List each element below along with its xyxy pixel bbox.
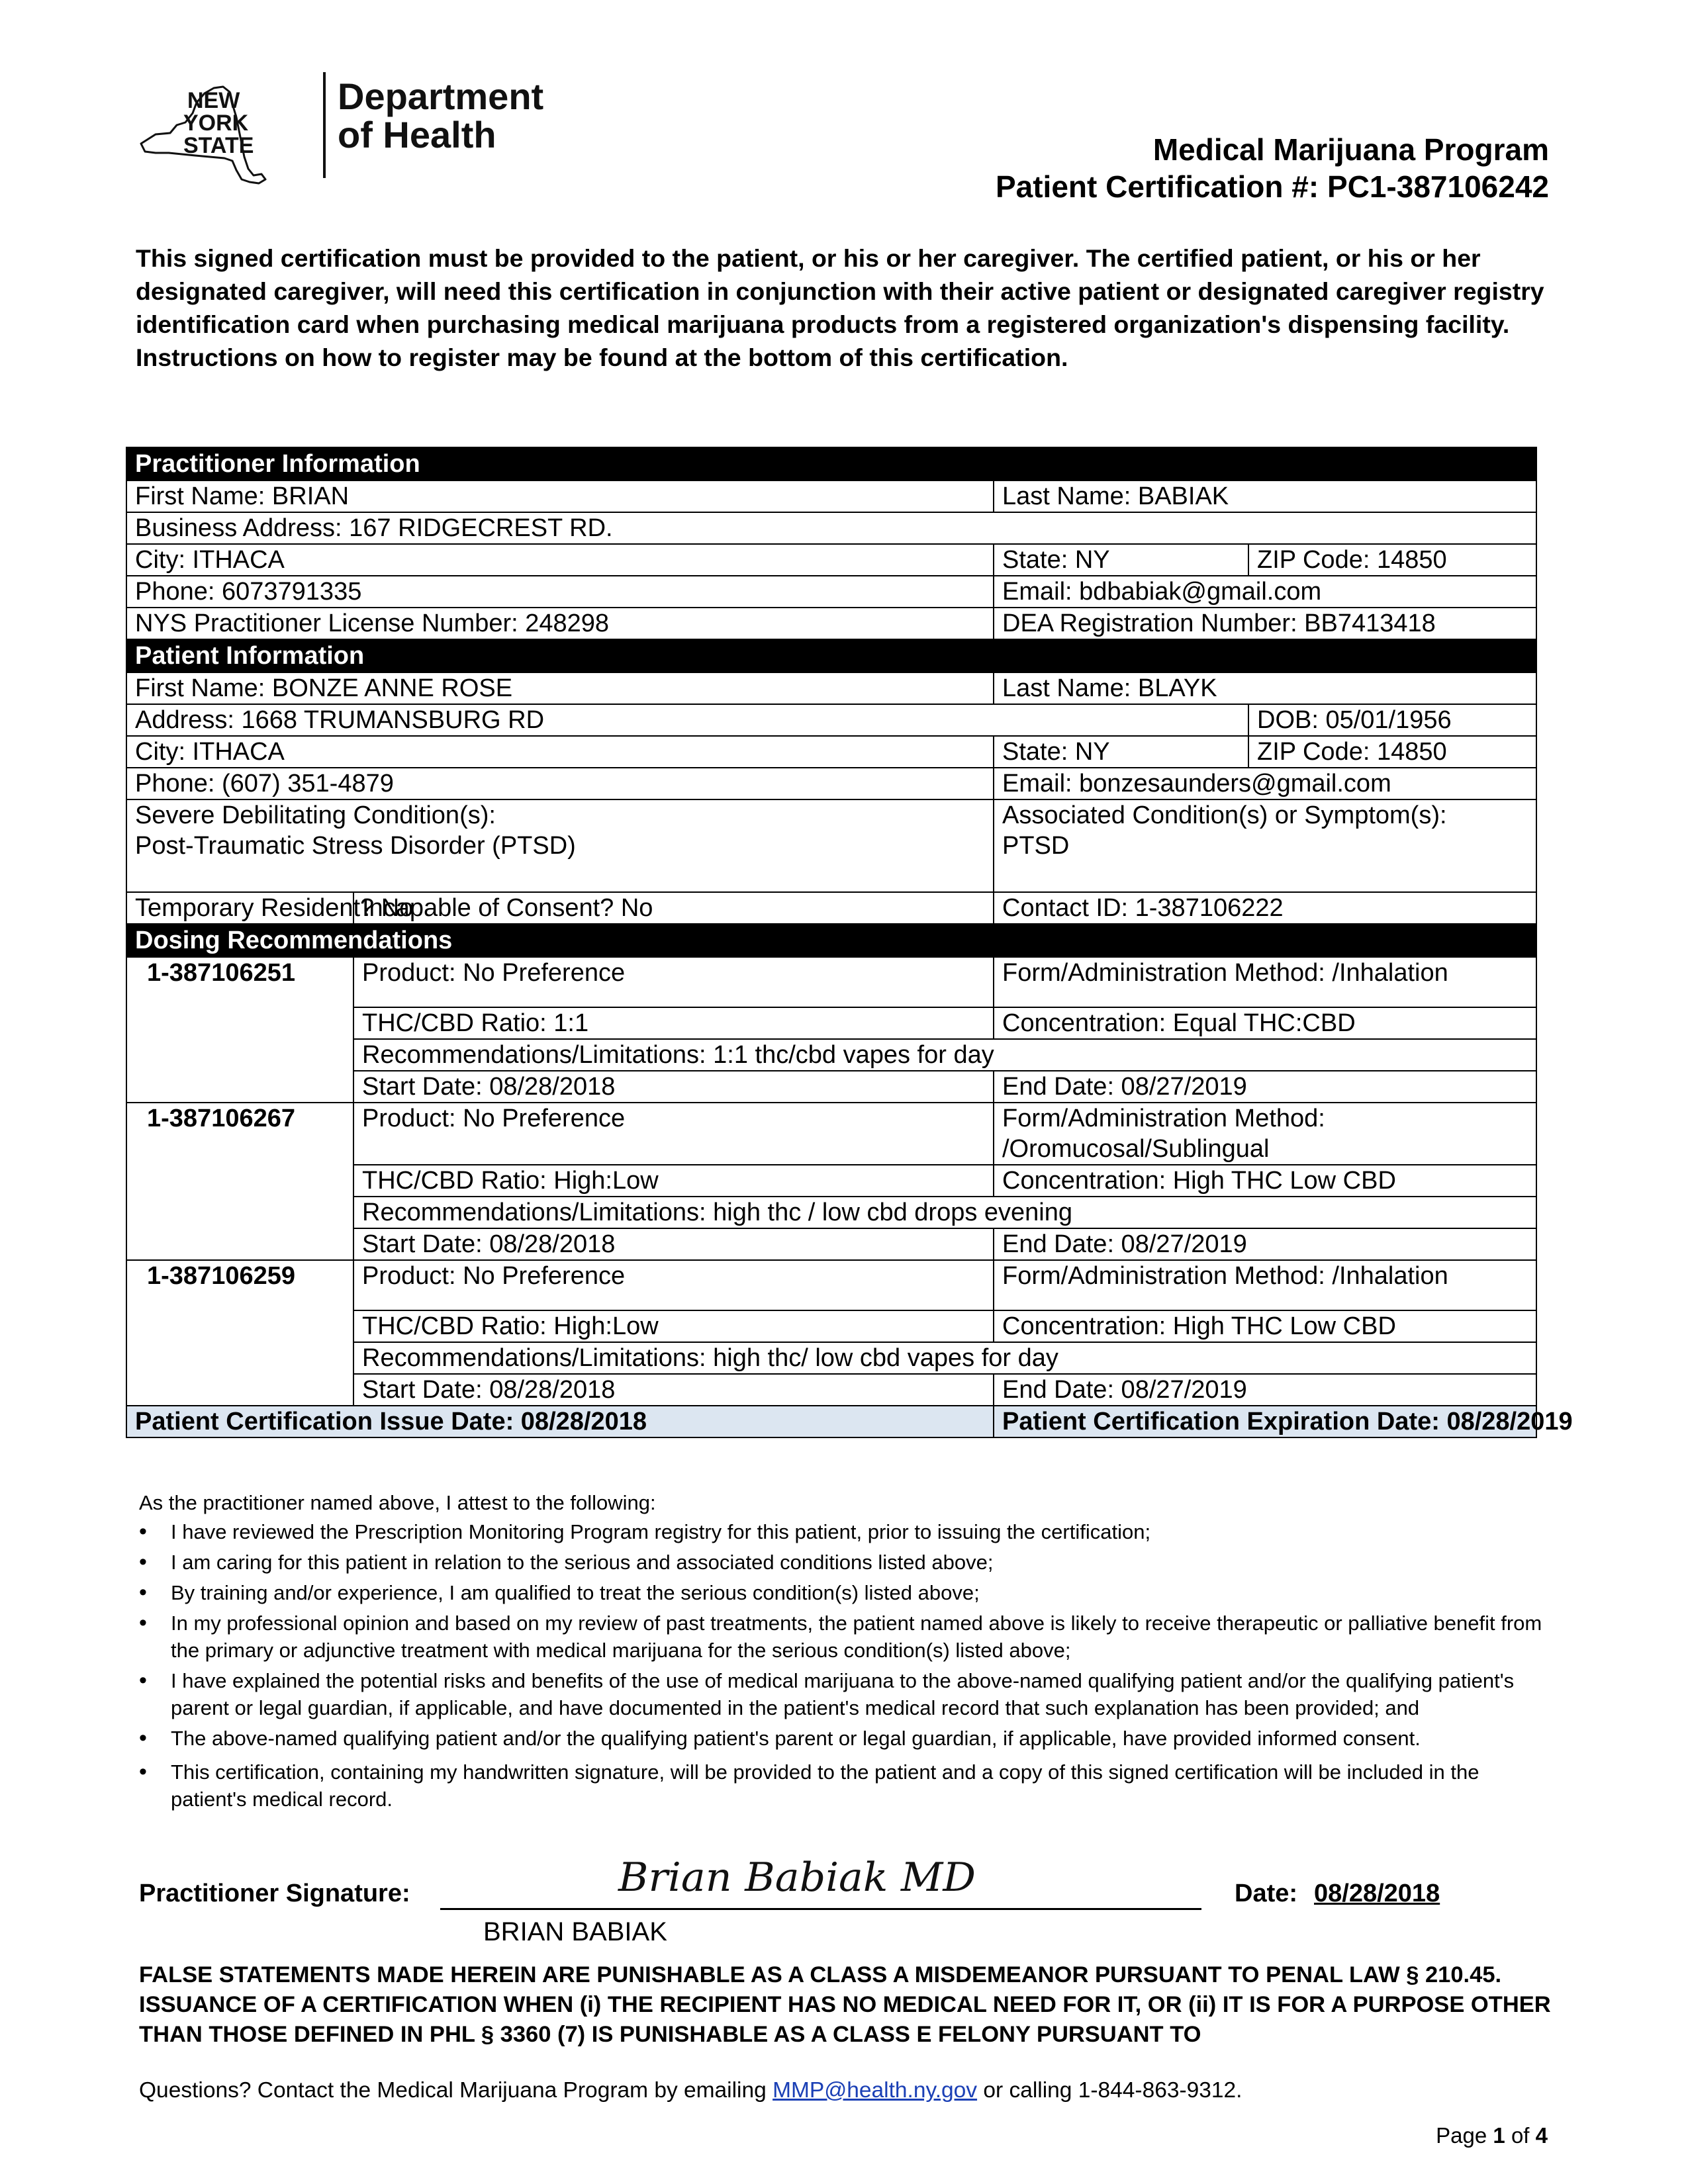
svg-text:STATE: STATE xyxy=(183,133,254,158)
svg-text:Brian Babiak MD: Brian Babiak MD xyxy=(617,1854,976,1901)
attestation-item: • In my professional opinion and based on my review of past treatments, the patient named above is likely to receive therapeutic or palliative benefit from the primary or adjunctive treatment with medical marijuana for the serious condition(s) listed above; xyxy=(139,1610,1549,1664)
condition-label: Severe Debilitating Condition(s): xyxy=(135,801,496,829)
email-link[interactable]: MMP@health.ny.gov xyxy=(773,2078,978,2103)
svg-text:of Health: of Health xyxy=(338,114,496,156)
attestation-item: • This certification, containing my handwritten signature, will be provided to the patient and a copy of this signed certification will be included in the patient's medical record. xyxy=(139,1758,1549,1813)
practitioner-business-address: Business Address: 167 RIDGECREST RD. xyxy=(126,512,1536,544)
contact-suffix: or calling 1-844-863-9312. xyxy=(977,2078,1243,2103)
temporary-resident xyxy=(126,892,414,924)
legal-warning: FALSE STATEMENTS MADE HEREIN ARE PUNISHABLE AS A CLASS A MISDEMEANOR PURSUANT TO PENAL LAW § 210.45. ISSUANCE OF A CERTIFICATION WHEN (i) THE RECIPIENT HAS NO MEDICAL NEED FOR IT, OR (ii) IT IS FOR A PURPOSE OTHER THAN THOSE DEFINED IN PHL § 3360 (7) IS PUNISHABLE AS A CLASS E FELONY PURSUANT TO xyxy=(139,1962,1551,2047)
date-label: Date: xyxy=(1235,1880,1298,1907)
nys-doh-logo xyxy=(136,69,579,185)
attestation-item: • By training and/or experience, I am qualified to treat the serious condition(s) listed above; xyxy=(139,1579,1549,1606)
dosing-concentration: Concentration: High THC Low CBD xyxy=(994,1165,1536,1197)
program-title: Medical Marijuana Program xyxy=(1152,132,1549,167)
dosing-concentration: Concentration: Equal THC:CBD xyxy=(994,1007,1536,1039)
page-of: of xyxy=(1505,2123,1536,2148)
signature-label: Practitioner Signature: xyxy=(139,1880,410,1907)
dosing-ratio: THC/CBD Ratio: High:Low xyxy=(353,1310,994,1342)
practitioner-dea: DEA Registration Number: BB7413418 xyxy=(994,608,1536,639)
temporary-resident-text: Temporary Resident? No xyxy=(135,894,414,922)
patient-city: City: ITHACA xyxy=(126,736,994,768)
certification-table xyxy=(126,447,1573,1438)
practitioner-city: City: ITHACA xyxy=(126,544,994,576)
dosing-start-date: Start Date: 08/28/2018 xyxy=(353,1071,994,1103)
expiration-date: Patient Certification Expiration Date: 08/28/2019 xyxy=(994,1406,1536,1437)
practitioner-first-name: First Name: BRIAN xyxy=(126,480,994,512)
attestation-item: • I have reviewed the Prescription Monitoring Program registry for this patient, prior to issuing the certification; xyxy=(139,1518,1549,1545)
page-number xyxy=(1436,2123,1548,2148)
dosing-end-date: End Date: 08/27/2019 xyxy=(994,1374,1536,1406)
dosing-end-date: End Date: 08/27/2019 xyxy=(994,1071,1536,1103)
certification-number: Patient Certification #: PC1-387106242 xyxy=(995,169,1549,204)
signature-line xyxy=(440,1908,1201,1910)
patient-zip: ZIP Code: 14850 xyxy=(1248,736,1536,768)
page-current: 1 xyxy=(1493,2123,1505,2148)
dosing-form: Form/Administration Method: /Inhalation xyxy=(994,1260,1536,1310)
dosing-product: Product: No Preference xyxy=(353,1103,994,1165)
dosing-product: Product: No Preference xyxy=(353,957,994,1007)
dosing-ratio: THC/CBD Ratio: 1:1 xyxy=(353,1007,994,1039)
practitioner-license: NYS Practitioner License Number: 248298 xyxy=(126,608,994,639)
dosing-section-header: Dosing Recommendations xyxy=(126,924,1536,957)
issue-date: Patient Certification Issue Date: 08/28/2018 xyxy=(126,1406,994,1437)
associated-value: PTSD xyxy=(1002,832,1070,860)
date-value: 08/28/2018 xyxy=(1314,1880,1440,1907)
attestation-list xyxy=(139,1518,1549,1813)
patient-dob: DOB: 05/01/1956 xyxy=(1248,704,1536,736)
svg-text:NEW: NEW xyxy=(187,88,240,113)
practitioner-state: State: NY xyxy=(994,544,1248,576)
printed-name: BRIAN BABIAK xyxy=(483,1917,667,1946)
dosing-form-line1: Form/Administration Method: xyxy=(1002,1105,1325,1132)
dosing-id: 1-387106259 xyxy=(126,1260,353,1406)
svg-text:Department: Department xyxy=(338,75,544,117)
handwritten-signature xyxy=(616,1843,986,1906)
practitioner-phone: Phone: 6073791335 xyxy=(126,576,994,608)
dosing-start-date: Start Date: 08/28/2018 xyxy=(353,1374,994,1406)
practitioner-last-name: Last Name: BABIAK xyxy=(994,480,1536,512)
dosing-product: Product: No Preference xyxy=(353,1260,994,1310)
patient-first-name: First Name: BONZE ANNE ROSE xyxy=(126,672,994,704)
dosing-start-date: Start Date: 08/28/2018 xyxy=(353,1228,994,1260)
practitioner-zip: ZIP Code: 14850 xyxy=(1248,544,1536,576)
patient-email: Email: bonzesaunders@gmail.com xyxy=(994,768,1536,799)
page-total: 4 xyxy=(1535,2123,1548,2148)
dosing-recommendations: Recommendations/Limitations: high thc / low cbd drops evening xyxy=(353,1197,1536,1228)
patient-address: Address: 1668 TRUMANSBURG RD xyxy=(126,704,1248,736)
dosing-recommendations: Recommendations/Limitations: 1:1 thc/cbd vapes for day xyxy=(353,1039,1536,1071)
patient-phone: Phone: (607) 351-4879 xyxy=(126,768,994,799)
practitioner-section-header: Practitioner Information xyxy=(126,447,1536,480)
associated-label: Associated Condition(s) or Symptom(s): xyxy=(1002,801,1447,829)
dosing-recommendations: Recommendations/Limitations: high thc/ low cbd vapes for day xyxy=(353,1342,1536,1374)
patient-condition xyxy=(126,799,994,892)
dosing-end-date: End Date: 08/27/2019 xyxy=(994,1228,1536,1260)
patient-last-name: Last Name: BLAYK xyxy=(994,672,1536,704)
dosing-form: Form/Administration Method: /Inhalation xyxy=(994,957,1536,1007)
dosing-id: 1-387106267 xyxy=(126,1103,353,1260)
patient-section-header: Patient Information xyxy=(126,639,1536,672)
dosing-ratio: THC/CBD Ratio: High:Low xyxy=(353,1165,994,1197)
svg-text:YORK: YORK xyxy=(183,111,249,136)
patient-associated-condition xyxy=(994,799,1536,892)
dosing-form-line2: /Oromucosal/Sublingual xyxy=(1002,1135,1270,1163)
dosing-id: 1-387106251 xyxy=(126,957,353,1103)
contact-prefix: Questions? Contact the Medical Marijuana Program by emailing xyxy=(139,2078,773,2103)
dosing-form xyxy=(994,1103,1536,1165)
attestation-item: • I am caring for this patient in relation to the serious and associated conditions listed above; xyxy=(139,1549,1549,1576)
dosing-concentration: Concentration: High THC Low CBD xyxy=(994,1310,1536,1342)
contact-line xyxy=(139,2078,1242,2103)
patient-state: State: NY xyxy=(994,736,1248,768)
attestation-lead: As the practitioner named above, I attest to the following: xyxy=(139,1491,656,1514)
incapable-of-consent: Incapable of Consent? No xyxy=(353,892,994,924)
attestation-item: • I have explained the potential risks and benefits of the use of medical marijuana to the above-named qualifying patient and/or the qualifying patient's parent or legal guardian, if applicable, and have documented in the patient's medical record that such explanation has been provided; and xyxy=(139,1667,1549,1721)
attestation-section xyxy=(139,1488,1549,1816)
attestation-item: • The above-named qualifying patient and/or the qualifying patient's parent or legal guardian, if applicable, have provided informed consent. xyxy=(139,1725,1549,1752)
page-prefix: Page xyxy=(1436,2123,1493,2148)
patient-contact-id: Contact ID: 1-387106222 xyxy=(994,892,1536,924)
condition-value: Post-Traumatic Stress Disorder (PTSD) xyxy=(135,832,576,860)
practitioner-email: Email: bdbabiak@gmail.com xyxy=(994,576,1536,608)
intro-paragraph: This signed certification must be provided to the patient, or his or her caregiver. The certified patient, or his or her designated caregiver, will need this certification in conjunction with their active patient or designated caregiver registry identification card when purchasing medical marijuana products from a registered organization's dispensing facility. Instructions on how to register may be found at the bottom of this certification. xyxy=(136,244,1544,371)
